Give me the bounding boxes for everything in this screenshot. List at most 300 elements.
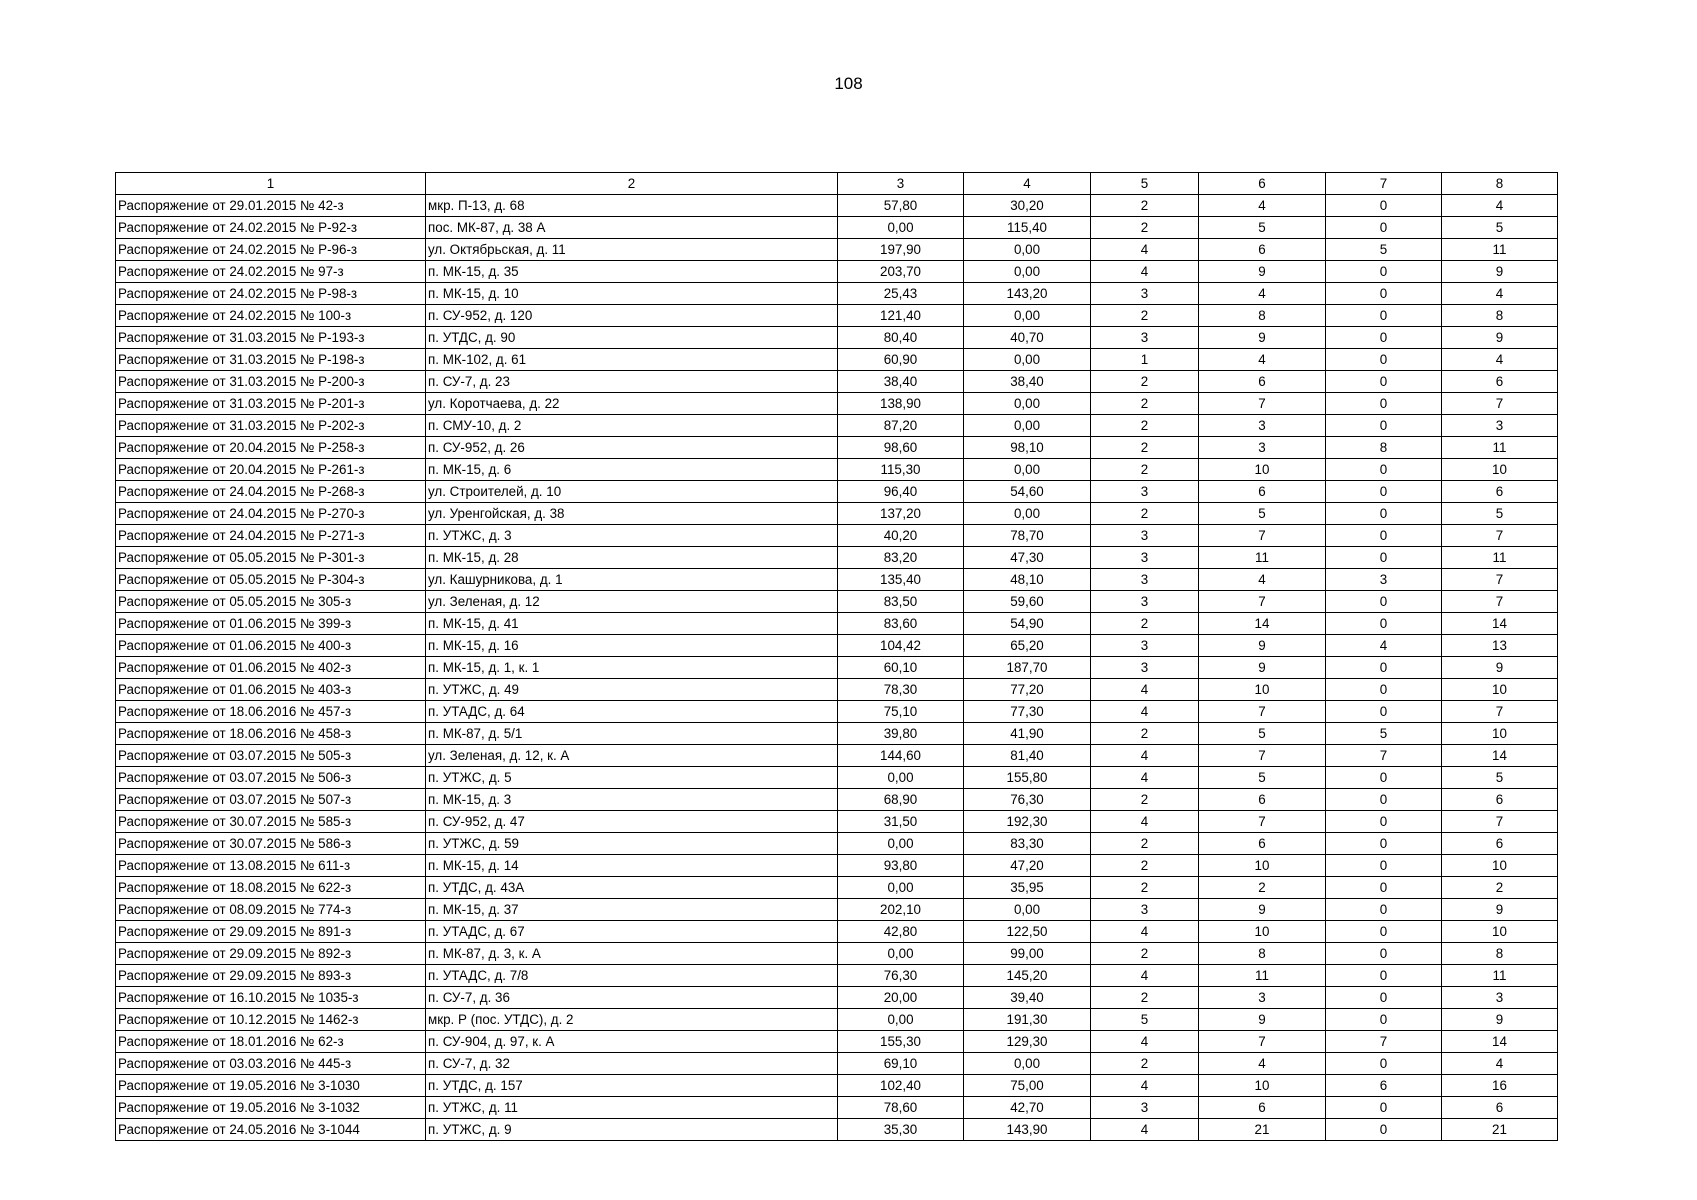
table-row [116, 1009, 1558, 1031]
table-cell-col-1: Распоряжение от 13.08.2015 № 611-з [116, 855, 426, 877]
table-cell-col-2: п. СУ-7, д. 32 [426, 1053, 838, 1075]
table-row [116, 349, 1558, 371]
table-cell-col-2: ул. Строителей, д. 10 [426, 481, 838, 503]
table-cell-col-5: 4 [1091, 261, 1199, 283]
table-cell-col-8: 4 [1442, 349, 1558, 371]
table-row [116, 459, 1558, 481]
table-cell-col-7: 0 [1326, 393, 1442, 415]
table-cell-col-5: 2 [1091, 943, 1199, 965]
table-cell-col-7: 0 [1326, 767, 1442, 789]
table-cell-col-6: 5 [1199, 503, 1326, 525]
table-cell-col-8: 5 [1442, 217, 1558, 239]
table-cell-col-8: 3 [1442, 987, 1558, 1009]
table-cell-col-5: 3 [1091, 591, 1199, 613]
table-cell-col-4: 65,20 [964, 635, 1091, 657]
table-cell-col-6: 7 [1199, 591, 1326, 613]
table-cell-col-5: 4 [1091, 811, 1199, 833]
table-cell-col-2: п. МК-15, д. 10 [426, 283, 838, 305]
table-cell-col-2: мкр. П-13, д. 68 [426, 195, 838, 217]
table-cell-col-6: 6 [1199, 833, 1326, 855]
table-cell-col-2: п. УТАДС, д. 64 [426, 701, 838, 723]
table-cell-col-6: 7 [1199, 1031, 1326, 1053]
table-cell-col-4: 0,00 [964, 393, 1091, 415]
table-cell-col-3: 80,40 [838, 327, 964, 349]
table-cell-col-5: 1 [1091, 349, 1199, 371]
table-cell-col-1: Распоряжение от 24.04.2015 № Р-270-з [116, 503, 426, 525]
table-cell-col-7: 0 [1326, 591, 1442, 613]
table-cell-col-4: 77,20 [964, 679, 1091, 701]
table-cell-col-2: п. МК-15, д. 41 [426, 613, 838, 635]
table-cell-col-1: Распоряжение от 24.02.2015 № Р-98-з [116, 283, 426, 305]
table-cell-col-3: 57,80 [838, 195, 964, 217]
table-cell-col-3: 25,43 [838, 283, 964, 305]
table-cell-col-7: 0 [1326, 547, 1442, 569]
table-row [116, 965, 1558, 987]
table-cell-col-1: Распоряжение от 31.03.2015 № Р-198-з [116, 349, 426, 371]
table-cell-col-3: 0,00 [838, 943, 964, 965]
table-cell-col-5: 3 [1091, 657, 1199, 679]
table-cell-col-5: 3 [1091, 481, 1199, 503]
table-cell-col-4: 54,60 [964, 481, 1091, 503]
table-cell-col-5: 2 [1091, 855, 1199, 877]
table-cell-col-5: 2 [1091, 195, 1199, 217]
table-cell-col-1: Распоряжение от 19.05.2016 № 3-1032 [116, 1097, 426, 1119]
table-cell-col-3: 60,90 [838, 349, 964, 371]
table-cell-col-6: 7 [1199, 525, 1326, 547]
table-cell-col-6: 8 [1199, 943, 1326, 965]
table-cell-col-3: 38,40 [838, 371, 964, 393]
table-cell-col-6: 21 [1199, 1119, 1326, 1141]
table-cell-col-8: 11 [1442, 437, 1558, 459]
table-cell-col-6: 10 [1199, 679, 1326, 701]
table-cell-col-1: Распоряжение от 05.05.2015 № Р-304-з [116, 569, 426, 591]
table-cell-col-2: п. МК-102, д. 61 [426, 349, 838, 371]
table-cell-col-3: 0,00 [838, 877, 964, 899]
table-cell-col-3: 121,40 [838, 305, 964, 327]
table-cell-col-4: 143,20 [964, 283, 1091, 305]
table-cell-col-3: 83,60 [838, 613, 964, 635]
table-cell-col-8: 10 [1442, 723, 1558, 745]
table-cell-col-6: 10 [1199, 921, 1326, 943]
table-cell-col-6: 11 [1199, 547, 1326, 569]
table-cell-col-3: 137,20 [838, 503, 964, 525]
table-cell-col-3: 115,30 [838, 459, 964, 481]
table-row [116, 613, 1558, 635]
table-row [116, 503, 1558, 525]
table-cell-col-7: 0 [1326, 459, 1442, 481]
table-cell-col-7: 0 [1326, 877, 1442, 899]
table-cell-col-8: 7 [1442, 591, 1558, 613]
table-cell-col-5: 2 [1091, 833, 1199, 855]
table-cell-col-4: 99,00 [964, 943, 1091, 965]
table-cell-col-2: п. МК-15, д. 35 [426, 261, 838, 283]
table-cell-col-4: 0,00 [964, 459, 1091, 481]
table-cell-col-2: п. МК-15, д. 28 [426, 547, 838, 569]
column-header-6: 6 [1199, 173, 1326, 195]
table-cell-col-2: п. УТЖС, д. 59 [426, 833, 838, 855]
table-row [116, 569, 1558, 591]
table-cell-col-3: 83,20 [838, 547, 964, 569]
column-header-5: 5 [1091, 173, 1199, 195]
table-cell-col-4: 81,40 [964, 745, 1091, 767]
table-cell-col-4: 75,00 [964, 1075, 1091, 1097]
table-cell-col-7: 4 [1326, 635, 1442, 657]
table-cell-col-7: 6 [1326, 1075, 1442, 1097]
table-cell-col-3: 39,80 [838, 723, 964, 745]
table-cell-col-4: 76,30 [964, 789, 1091, 811]
table-cell-col-5: 2 [1091, 987, 1199, 1009]
table-cell-col-6: 3 [1199, 415, 1326, 437]
table-cell-col-6: 6 [1199, 371, 1326, 393]
table-cell-col-4: 0,00 [964, 239, 1091, 261]
table-cell-col-7: 5 [1326, 239, 1442, 261]
table-cell-col-1: Распоряжение от 03.07.2015 № 507-з [116, 789, 426, 811]
table-cell-col-4: 0,00 [964, 503, 1091, 525]
table-cell-col-8: 13 [1442, 635, 1558, 657]
table-cell-col-4: 40,70 [964, 327, 1091, 349]
table-cell-col-6: 9 [1199, 899, 1326, 921]
table-row [116, 635, 1558, 657]
table-row [116, 987, 1558, 1009]
column-header-1: 1 [116, 173, 426, 195]
table-row [116, 195, 1558, 217]
table-cell-col-2: п. СУ-7, д. 36 [426, 987, 838, 1009]
table-cell-col-3: 83,50 [838, 591, 964, 613]
table-cell-col-5: 2 [1091, 503, 1199, 525]
table-cell-col-7: 7 [1326, 745, 1442, 767]
table-cell-col-4: 42,70 [964, 1097, 1091, 1119]
table-cell-col-5: 2 [1091, 1053, 1199, 1075]
table-cell-col-6: 9 [1199, 261, 1326, 283]
table-cell-col-7: 0 [1326, 1009, 1442, 1031]
table-row [116, 855, 1558, 877]
table-row [116, 261, 1558, 283]
table-cell-col-4: 115,40 [964, 217, 1091, 239]
table-cell-col-7: 0 [1326, 1097, 1442, 1119]
table-cell-col-1: Распоряжение от 24.02.2015 № Р-96-з [116, 239, 426, 261]
table-cell-col-4: 192,30 [964, 811, 1091, 833]
table-row [116, 723, 1558, 745]
table-cell-col-1: Распоряжение от 29.01.2015 № 42-з [116, 195, 426, 217]
table-cell-col-2: п. МК-15, д. 3 [426, 789, 838, 811]
table-cell-col-1: Распоряжение от 18.08.2015 № 622-з [116, 877, 426, 899]
table-cell-col-6: 4 [1199, 283, 1326, 305]
table-cell-col-5: 4 [1091, 745, 1199, 767]
table-cell-col-4: 187,70 [964, 657, 1091, 679]
table-cell-col-2: п. УТАДС, д. 67 [426, 921, 838, 943]
table-row [116, 1119, 1558, 1141]
table-cell-col-7: 7 [1326, 1031, 1442, 1053]
table-cell-col-1: Распоряжение от 03.07.2015 № 505-з [116, 745, 426, 767]
table-cell-col-2: ул. Кашурникова, д. 1 [426, 569, 838, 591]
table-cell-col-7: 0 [1326, 613, 1442, 635]
table-row [116, 877, 1558, 899]
table-row [116, 547, 1558, 569]
table-cell-col-5: 2 [1091, 723, 1199, 745]
table-row [116, 789, 1558, 811]
table-cell-col-6: 4 [1199, 349, 1326, 371]
table-cell-col-3: 0,00 [838, 767, 964, 789]
table-cell-col-3: 155,30 [838, 1031, 964, 1053]
table-cell-col-8: 10 [1442, 679, 1558, 701]
table-cell-col-3: 40,20 [838, 525, 964, 547]
table-row [116, 305, 1558, 327]
table-row [116, 899, 1558, 921]
table-cell-col-5: 3 [1091, 327, 1199, 349]
table-cell-col-7: 0 [1326, 701, 1442, 723]
table-cell-col-7: 0 [1326, 525, 1442, 547]
table-cell-col-2: п. СУ-952, д. 47 [426, 811, 838, 833]
table-cell-col-8: 7 [1442, 569, 1558, 591]
table-cell-col-3: 75,10 [838, 701, 964, 723]
table-cell-col-1: Распоряжение от 18.06.2016 № 457-з [116, 701, 426, 723]
table-cell-col-8: 21 [1442, 1119, 1558, 1141]
table-cell-col-2: п. УТЖС, д. 3 [426, 525, 838, 547]
page-number: 108 [834, 74, 863, 93]
table-cell-col-1: Распоряжение от 24.02.2015 № 97-з [116, 261, 426, 283]
table-cell-col-4: 41,90 [964, 723, 1091, 745]
table-row [116, 657, 1558, 679]
table-cell-col-4: 35,95 [964, 877, 1091, 899]
table-cell-col-5: 3 [1091, 1097, 1199, 1119]
table-cell-col-4: 47,30 [964, 547, 1091, 569]
table-cell-col-8: 6 [1442, 1097, 1558, 1119]
table-cell-col-4: 0,00 [964, 899, 1091, 921]
table-cell-col-5: 4 [1091, 767, 1199, 789]
table-cell-col-5: 2 [1091, 305, 1199, 327]
table-cell-col-2: п. МК-15, д. 6 [426, 459, 838, 481]
table-cell-col-2: п. СУ-904, д. 97, к. А [426, 1031, 838, 1053]
table-cell-col-1: Распоряжение от 31.03.2015 № Р-202-з [116, 415, 426, 437]
table-cell-col-1: Распоряжение от 29.09.2015 № 891-з [116, 921, 426, 943]
table-cell-col-7: 0 [1326, 217, 1442, 239]
table-cell-col-3: 69,10 [838, 1053, 964, 1075]
table-cell-col-8: 7 [1442, 701, 1558, 723]
table-row [116, 217, 1558, 239]
table-cell-col-3: 68,90 [838, 789, 964, 811]
table-cell-col-4: 122,50 [964, 921, 1091, 943]
table-cell-col-4: 0,00 [964, 261, 1091, 283]
table-cell-col-8: 4 [1442, 283, 1558, 305]
table-cell-col-7: 0 [1326, 283, 1442, 305]
column-header-2: 2 [426, 173, 838, 195]
table-cell-col-1: Распоряжение от 18.06.2016 № 458-з [116, 723, 426, 745]
table-row [116, 1097, 1558, 1119]
table-body [116, 173, 1558, 1141]
table-cell-col-3: 78,30 [838, 679, 964, 701]
table-cell-col-5: 4 [1091, 965, 1199, 987]
table-cell-col-2: п. МК-15, д. 16 [426, 635, 838, 657]
table-cell-col-8: 9 [1442, 657, 1558, 679]
table-cell-col-7: 0 [1326, 657, 1442, 679]
table-cell-col-1: Распоряжение от 03.07.2015 № 506-з [116, 767, 426, 789]
table-row [116, 833, 1558, 855]
table-row [116, 393, 1558, 415]
table-cell-col-1: Распоряжение от 05.05.2015 № Р-301-з [116, 547, 426, 569]
table-cell-col-4: 83,30 [964, 833, 1091, 855]
table-cell-col-7: 0 [1326, 1119, 1442, 1141]
table-cell-col-8: 3 [1442, 415, 1558, 437]
table-cell-col-3: 0,00 [838, 833, 964, 855]
table-row [116, 767, 1558, 789]
table-cell-col-1: Распоряжение от 24.04.2015 № Р-268-з [116, 481, 426, 503]
table-cell-col-6: 3 [1199, 987, 1326, 1009]
column-header-8: 8 [1442, 173, 1558, 195]
table-cell-col-4: 54,90 [964, 613, 1091, 635]
table-cell-col-4: 129,30 [964, 1031, 1091, 1053]
table-cell-col-5: 2 [1091, 459, 1199, 481]
table-cell-col-1: Распоряжение от 31.03.2015 № Р-193-з [116, 327, 426, 349]
table-cell-col-1: Распоряжение от 10.12.2015 № 1462-з [116, 1009, 426, 1031]
table-cell-col-5: 5 [1091, 1009, 1199, 1031]
table-cell-col-8: 9 [1442, 899, 1558, 921]
table-cell-col-6: 7 [1199, 701, 1326, 723]
table-cell-col-3: 0,00 [838, 217, 964, 239]
table-row [116, 811, 1558, 833]
table-cell-col-6: 9 [1199, 1009, 1326, 1031]
table-cell-col-4: 143,90 [964, 1119, 1091, 1141]
table-cell-col-5: 4 [1091, 1119, 1199, 1141]
table-cell-col-6: 4 [1199, 569, 1326, 591]
table-cell-col-3: 144,60 [838, 745, 964, 767]
table-cell-col-8: 9 [1442, 261, 1558, 283]
column-header-7: 7 [1326, 173, 1442, 195]
table-cell-col-2: п. УТЖС, д. 11 [426, 1097, 838, 1119]
table-cell-col-5: 4 [1091, 1031, 1199, 1053]
table-cell-col-8: 11 [1442, 547, 1558, 569]
table-cell-col-2: пос. МК-87, д. 38 А [426, 217, 838, 239]
table-cell-col-2: п. УТЖС, д. 49 [426, 679, 838, 701]
table-cell-col-4: 191,30 [964, 1009, 1091, 1031]
table-cell-col-1: Распоряжение от 01.06.2015 № 400-з [116, 635, 426, 657]
table-cell-col-5: 4 [1091, 1075, 1199, 1097]
table-cell-col-3: 87,20 [838, 415, 964, 437]
table-cell-col-5: 3 [1091, 547, 1199, 569]
table-cell-col-7: 0 [1326, 371, 1442, 393]
table-cell-col-1: Распоряжение от 19.05.2016 № 3-1030 [116, 1075, 426, 1097]
table-cell-col-5: 2 [1091, 415, 1199, 437]
table-cell-col-8: 10 [1442, 459, 1558, 481]
table-cell-col-3: 203,70 [838, 261, 964, 283]
table-header-row [116, 173, 1558, 195]
table-cell-col-6: 11 [1199, 965, 1326, 987]
table-cell-col-7: 8 [1326, 437, 1442, 459]
table-cell-col-3: 197,90 [838, 239, 964, 261]
table-cell-col-3: 78,60 [838, 1097, 964, 1119]
table-cell-col-6: 4 [1199, 195, 1326, 217]
table-cell-col-6: 6 [1199, 481, 1326, 503]
table-cell-col-2: ул. Октябрьская, д. 11 [426, 239, 838, 261]
table-cell-col-6: 2 [1199, 877, 1326, 899]
table-cell-col-7: 3 [1326, 569, 1442, 591]
table-cell-col-1: Распоряжение от 20.04.2015 № Р-261-з [116, 459, 426, 481]
table-cell-col-2: п. МК-87, д. 3, к. А [426, 943, 838, 965]
table-cell-col-7: 0 [1326, 833, 1442, 855]
table-cell-col-5: 2 [1091, 877, 1199, 899]
table-cell-col-1: Распоряжение от 24.02.2015 № Р-92-з [116, 217, 426, 239]
table-cell-col-5: 2 [1091, 789, 1199, 811]
table-cell-col-5: 3 [1091, 569, 1199, 591]
table-cell-col-6: 10 [1199, 459, 1326, 481]
table-cell-col-7: 0 [1326, 261, 1442, 283]
table-cell-col-7: 0 [1326, 1053, 1442, 1075]
table-row [116, 239, 1558, 261]
table-cell-col-4: 38,40 [964, 371, 1091, 393]
table-cell-col-4: 0,00 [964, 349, 1091, 371]
table-cell-col-7: 5 [1326, 723, 1442, 745]
table-cell-col-2: мкр. Р (пос. УТДС), д. 2 [426, 1009, 838, 1031]
data-table [115, 172, 1558, 1141]
table-cell-col-5: 4 [1091, 701, 1199, 723]
table-cell-col-3: 31,50 [838, 811, 964, 833]
table-cell-col-6: 9 [1199, 327, 1326, 349]
table-cell-col-4: 77,30 [964, 701, 1091, 723]
table-cell-col-8: 10 [1442, 855, 1558, 877]
table-cell-col-8: 4 [1442, 1053, 1558, 1075]
table-row [116, 701, 1558, 723]
table-cell-col-1: Распоряжение от 31.03.2015 № Р-200-з [116, 371, 426, 393]
column-header-4: 4 [964, 173, 1091, 195]
table-cell-col-1: Распоряжение от 08.09.2015 № 774-з [116, 899, 426, 921]
table-cell-col-3: 98,60 [838, 437, 964, 459]
table-cell-col-8: 6 [1442, 371, 1558, 393]
table-cell-col-3: 42,80 [838, 921, 964, 943]
table-cell-col-7: 0 [1326, 921, 1442, 943]
table-cell-col-7: 0 [1326, 305, 1442, 327]
table-cell-col-5: 3 [1091, 635, 1199, 657]
table-cell-col-6: 14 [1199, 613, 1326, 635]
table-cell-col-7: 0 [1326, 349, 1442, 371]
table-row [116, 1053, 1558, 1075]
table-cell-col-5: 2 [1091, 437, 1199, 459]
table-cell-col-6: 6 [1199, 1097, 1326, 1119]
table-cell-col-6: 4 [1199, 1053, 1326, 1075]
table-cell-col-2: п. МК-15, д. 14 [426, 855, 838, 877]
table-cell-col-4: 59,60 [964, 591, 1091, 613]
table-cell-col-3: 35,30 [838, 1119, 964, 1141]
table-cell-col-8: 11 [1442, 239, 1558, 261]
table-cell-col-4: 39,40 [964, 987, 1091, 1009]
table-cell-col-6: 7 [1199, 811, 1326, 833]
table-cell-col-5: 4 [1091, 239, 1199, 261]
table-cell-col-1: Распоряжение от 18.01.2016 № 62-з [116, 1031, 426, 1053]
table-row [116, 415, 1558, 437]
table-cell-col-6: 6 [1199, 789, 1326, 811]
table-cell-col-8: 11 [1442, 965, 1558, 987]
table-cell-col-6: 10 [1199, 855, 1326, 877]
table-cell-col-4: 0,00 [964, 305, 1091, 327]
table-cell-col-8: 14 [1442, 613, 1558, 635]
table-cell-col-2: п. УТДС, д. 157 [426, 1075, 838, 1097]
table-cell-col-8: 14 [1442, 745, 1558, 767]
table-cell-col-6: 7 [1199, 745, 1326, 767]
table-cell-col-8: 9 [1442, 1009, 1558, 1031]
table-cell-col-2: п. МК-87, д. 5/1 [426, 723, 838, 745]
table-cell-col-8: 8 [1442, 305, 1558, 327]
table-cell-col-1: Распоряжение от 29.09.2015 № 892-з [116, 943, 426, 965]
table-cell-col-2: ул. Зеленая, д. 12, к. А [426, 745, 838, 767]
table-cell-col-4: 145,20 [964, 965, 1091, 987]
table-cell-col-6: 6 [1199, 239, 1326, 261]
table-cell-col-3: 96,40 [838, 481, 964, 503]
table-cell-col-6: 10 [1199, 1075, 1326, 1097]
table-row [116, 591, 1558, 613]
table-cell-col-5: 2 [1091, 217, 1199, 239]
table-cell-col-1: Распоряжение от 24.02.2015 № 100-з [116, 305, 426, 327]
table-row [116, 943, 1558, 965]
table-cell-col-2: п. УТЖС, д. 5 [426, 767, 838, 789]
table-cell-col-2: п. УТАДС, д. 7/8 [426, 965, 838, 987]
